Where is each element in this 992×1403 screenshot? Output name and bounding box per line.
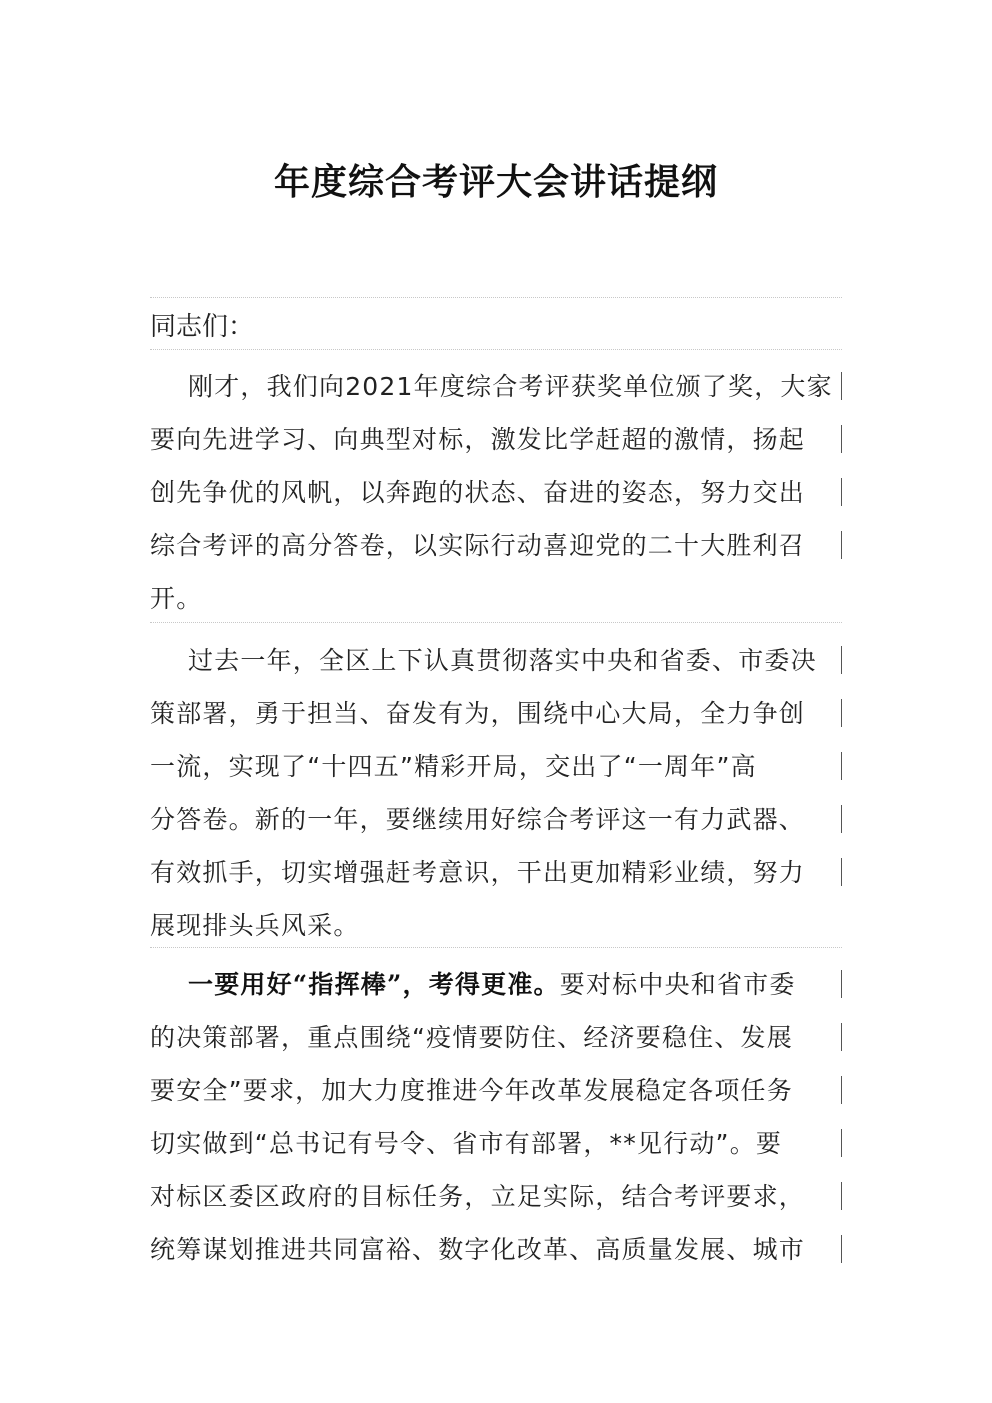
paragraph-line: 综合考评的高分答卷，以实际行动喜迎党的二十大胜利召 xyxy=(150,519,842,572)
paragraph-lead-rest: 要对标中央和省市委 xyxy=(559,970,796,999)
paragraph-line: 策部署，勇于担当、奋发有为，围绕中心大局，全力争创 xyxy=(150,687,842,740)
paragraph-line: 刚才，我们向2021年度综合考评获奖单位颁了奖，大家 xyxy=(150,360,842,413)
paragraph-line: 一流，实现了“十四五”精彩开局，交出了“一周年”高 xyxy=(150,740,842,793)
paragraph-line: 要安全”要求，加大力度推进今年改革发展稳定各项任务 xyxy=(150,1064,842,1117)
salutation: 同志们： xyxy=(150,312,255,342)
paragraph-line: 分答卷。新的一年，要继续用好综合考评这一有力武器、 xyxy=(150,793,842,846)
paragraph-2 xyxy=(150,634,842,952)
divider xyxy=(150,349,842,350)
paragraph-line: 的决策部署，重点围绕“疫情要防住、经济要稳住、发展 xyxy=(150,1011,842,1064)
divider xyxy=(150,622,842,623)
paragraph-lead: 一要用好“指挥棒”，考得更准。 xyxy=(188,970,560,999)
paragraph-line: 创先争优的风帆，以奔跑的状态、奋进的姿态，努力交出 xyxy=(150,466,842,519)
paragraph-1 xyxy=(150,360,842,625)
paragraph-line: 切实做到“总书记有号令、省市有部署，**见行动”。要 xyxy=(150,1117,842,1170)
paragraph-line: 展现排头兵风采。 xyxy=(150,911,360,940)
divider xyxy=(150,947,842,948)
document-title: 年度综合考评大会讲话提纲 xyxy=(273,161,718,203)
paragraph-line: 有效抓手，切实增强赶考意识，干出更加精彩业绩，努力 xyxy=(150,846,842,899)
paragraph-line: 要向先进学习、向典型对标，激发比学赶超的激情，扬起 xyxy=(150,413,842,466)
paragraph-line: 过去一年，全区上下认真贯彻落实中央和省委、市委决 xyxy=(150,634,842,687)
paragraph-line: 开。 xyxy=(150,584,203,613)
divider xyxy=(150,297,842,298)
paragraph-line: 统筹谋划推进共同富裕、数字化改革、高质量发展、城市 xyxy=(150,1223,842,1276)
paragraph-3 xyxy=(150,958,842,1276)
paragraph-line xyxy=(150,958,842,1011)
paragraph-line: 对标区委区政府的目标任务，立足实际，结合考评要求， xyxy=(150,1170,842,1223)
